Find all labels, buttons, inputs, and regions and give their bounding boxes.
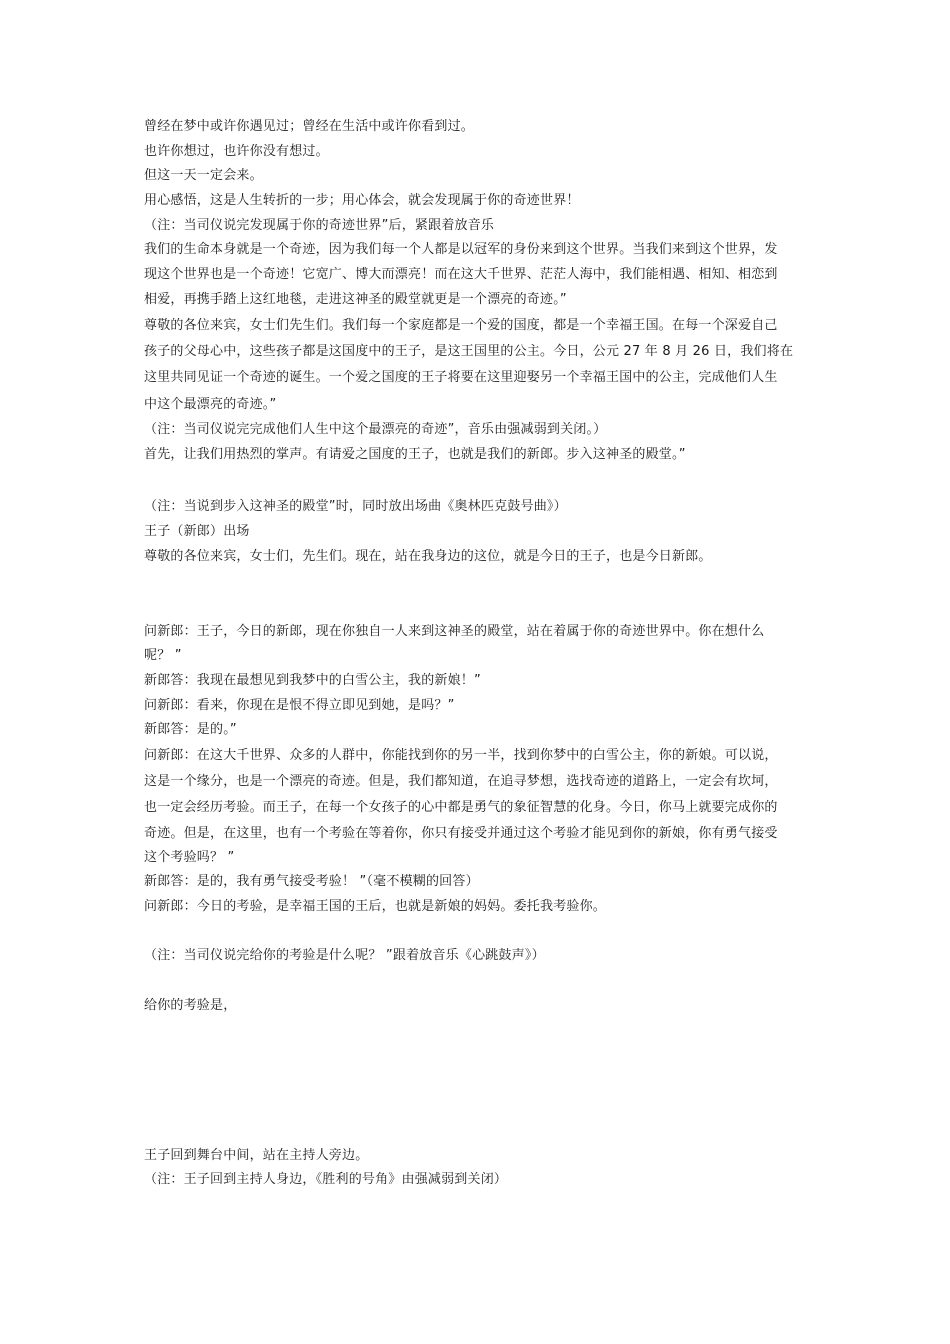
dialogue-line: 新郎答：是的，我有勇气接受考验！ ”（毫不模糊的回答） [144, 874, 479, 889]
dialogue-line: 问新郎：看来，你现在是恨不得立即见到她，是吗？” [144, 698, 455, 713]
text-line: 现这个世界也是一个奇迹！它宽广、博大而漂亮！而在这大千世界、茫茫人海中，我们能相遇、相知、相恋到 [144, 267, 778, 282]
dialogue-line: 问新郎：在这大千世界、众多的人群中，你能找到你的另一半，找到你梦中的白雪公主，你的新娘。可以说， [144, 748, 778, 763]
text-line: 曾经在梦中或许你遇见过；曾经在生活中或许你看到过。 [144, 119, 475, 134]
dialogue-line: 新郎答：我现在最想见到我梦中的白雪公主，我的新娘！” [144, 673, 481, 688]
text-line: 孩子的父母心中，这些孩子都是这国度中的王子，是这王国里的公主。今日，公元 27 年 8 月 26 日，我们将在 [144, 344, 794, 359]
text-line: 给你的考验是， [144, 998, 237, 1013]
stage-note: （注：当司仪说完给你的考验是什么呢？ ”跟着放音乐《心跳鼓声》） [144, 948, 545, 963]
text-line: 尊敬的各位来宾，女士们先生们。我们每一个家庭都是一个爱的国度，都是一个幸福王国。在每一个深爱自己 [144, 318, 778, 333]
section-heading: 王子（新郎）出场 [144, 524, 250, 539]
text-line: 王子回到舞台中间，站在主持人旁边。 [144, 1148, 369, 1163]
stage-note: （注：当司仪说完完成他们人生中这个最漂亮的奇迹”，音乐由强减弱到关闭。） [144, 422, 607, 437]
stage-note: （注：王子回到主持人身边，《胜利的号角》由强减弱到关闭） [144, 1172, 508, 1187]
dialogue-line: 新郎答：是的。” [144, 722, 237, 737]
text-line: 首先，让我们用热烈的掌声。有请爱之国度的王子，也就是我们的新郎。步入这神圣的殿堂。” [144, 447, 686, 462]
stage-note: （注：当司仪说完发现属于你的奇迹世界”后，紧跟着放音乐 [144, 218, 495, 233]
text-line: 用心感悟，这是人生转折的一步；用心体会，就会发现属于你的奇迹世界！ [144, 193, 580, 208]
dialogue-line: 这个考验吗？ ” [144, 850, 235, 865]
text-line: 也许你想过，也许你没有想过。 [144, 144, 329, 159]
dialogue-line: 也一定会经历考验。而王子，在每一个女孩子的心中都是勇气的象征智慧的化身。今日，你马上就要完成你的 [144, 800, 778, 815]
dialogue-line: 问新郎：王子，今日的新郎，现在你独自一人来到这神圣的殿堂，站在着属于你的奇迹世界中。你在想什么 [144, 624, 765, 639]
text-line: 中这个最漂亮的奇迹。” [144, 397, 277, 412]
text-line: 这里共同见证一个奇迹的诞生。一个爱之国度的王子将要在这里迎娶另一个幸福王国中的公主，完成他们人生 [144, 370, 778, 385]
text-line: 相爱，再携手踏上这红地毯，走进这神圣的殿堂就更是一个漂亮的奇迹。” [144, 292, 567, 307]
dialogue-line: 奇迹。但是，在这里，也有一个考验在等着你，你只有接受并通过这个考验才能见到你的新娘，你有勇气接受 [144, 826, 778, 841]
text-line: 但这一天一定会来。 [144, 168, 263, 183]
stage-note: （注：当说到步入这神圣的殿堂”时，同时放出场曲《奥林匹克鼓号曲》） [144, 499, 567, 514]
text-line: 尊敬的各位来宾，女士们，先生们。现在，站在我身边的这位，就是今日的王子，也是今日新郎。 [144, 549, 712, 564]
dialogue-line: 问新郎：今日的考验，是幸福王国的王后，也就是新娘的妈妈。委托我考验你。 [144, 899, 607, 914]
dialogue-line: 这是一个缘分，也是一个漂亮的奇迹。但是，我们都知道，在追寻梦想，选找奇迹的道路上，一定会有坎坷， [144, 774, 778, 789]
text-line: 我们的生命本身就是一个奇迹，因为我们每一个人都是以冠军的身份来到这个世界。当我们来到这个世界，发 [144, 242, 778, 257]
dialogue-line: 呢？ ” [144, 648, 182, 663]
